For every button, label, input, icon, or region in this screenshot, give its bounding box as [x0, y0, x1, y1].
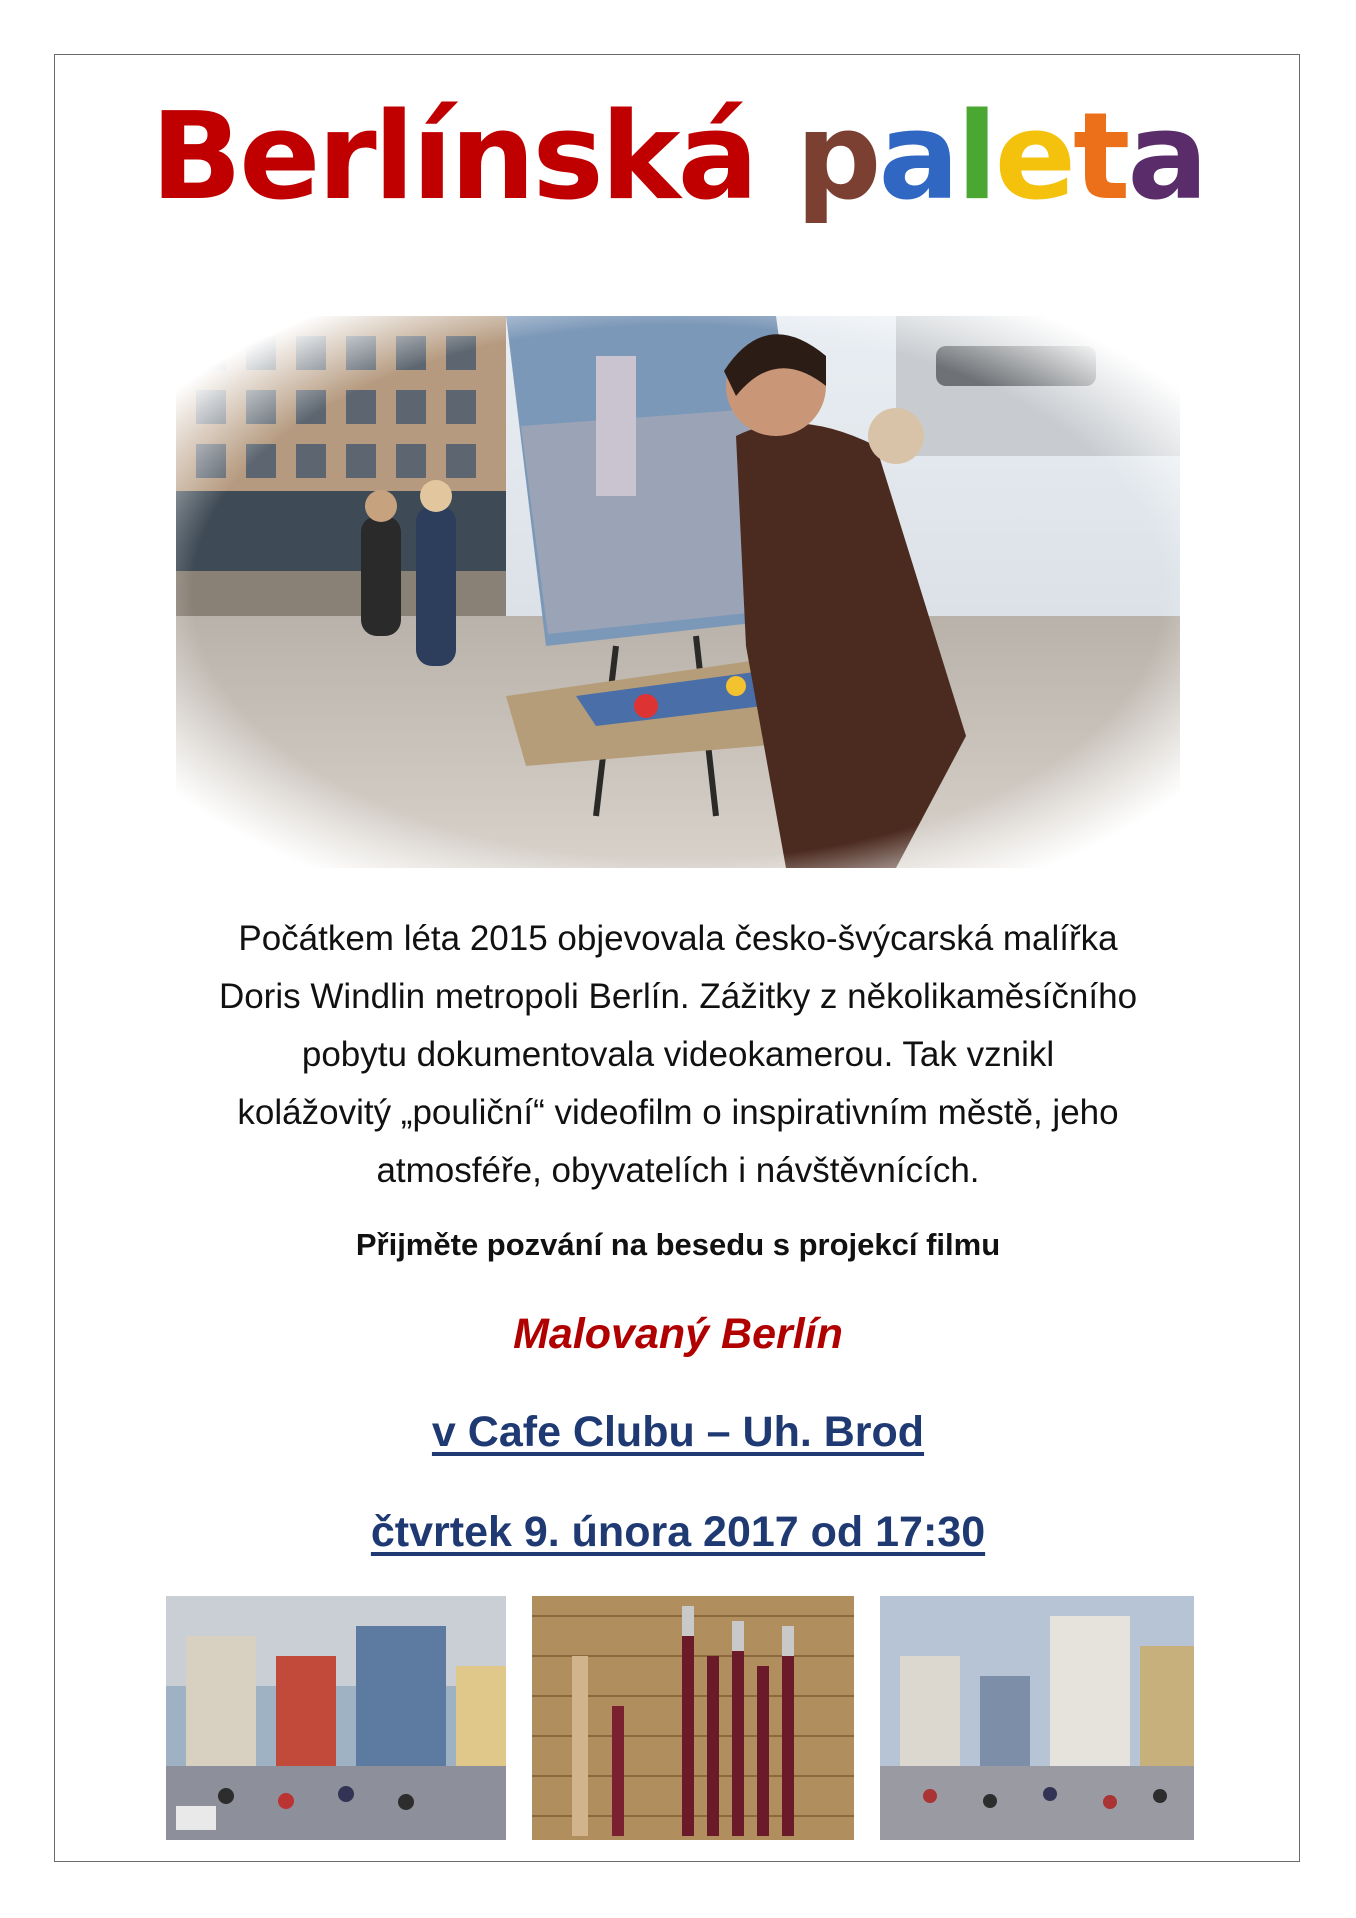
invitation-text: Přijměte pozvání na besedu s projekcí filmu: [355, 1227, 1001, 1262]
thumbnail-street-painting: [166, 1596, 506, 1840]
venue-text: v Cafe Clubu – Uh. Brod: [431, 1408, 925, 1456]
date-text: čtvrtek 9. února 2017 od 17:30: [370, 1508, 986, 1556]
description-paragraph: [150, 910, 1206, 1200]
description-line: Počátkem léta 2015 objevovala česko-švýcarská malířka: [238, 919, 1118, 958]
description-line: kolážovitý „pouliční“ videofilm o inspirativním městě, jeho: [237, 1093, 1119, 1132]
title-letter: a: [1127, 88, 1206, 227]
title-word-paleta: [796, 88, 1206, 227]
title-word-berlinska: Berlínská: [150, 88, 756, 227]
title-letter: a: [878, 88, 957, 227]
thumbnail-square-painting: [880, 1596, 1194, 1840]
description-line: atmosféře, obyvatelích i návštěvnících.: [376, 1151, 980, 1190]
thumbnail-brushes: [532, 1596, 854, 1840]
poster-title: [0, 88, 1356, 227]
title-letter: p: [795, 88, 879, 227]
title-letter: l: [956, 88, 995, 227]
description-line: Doris Windlin metropoli Berlín. Zážitky z několikaměsíčního: [218, 977, 1138, 1016]
main-photo: [176, 316, 1180, 868]
title-letter: e: [994, 88, 1073, 227]
film-title: Malovaný Berlín: [513, 1310, 843, 1358]
description-line: pobytu dokumentovala videokamerou. Tak vznikl: [301, 1035, 1055, 1074]
title-letter: t: [1073, 88, 1128, 227]
